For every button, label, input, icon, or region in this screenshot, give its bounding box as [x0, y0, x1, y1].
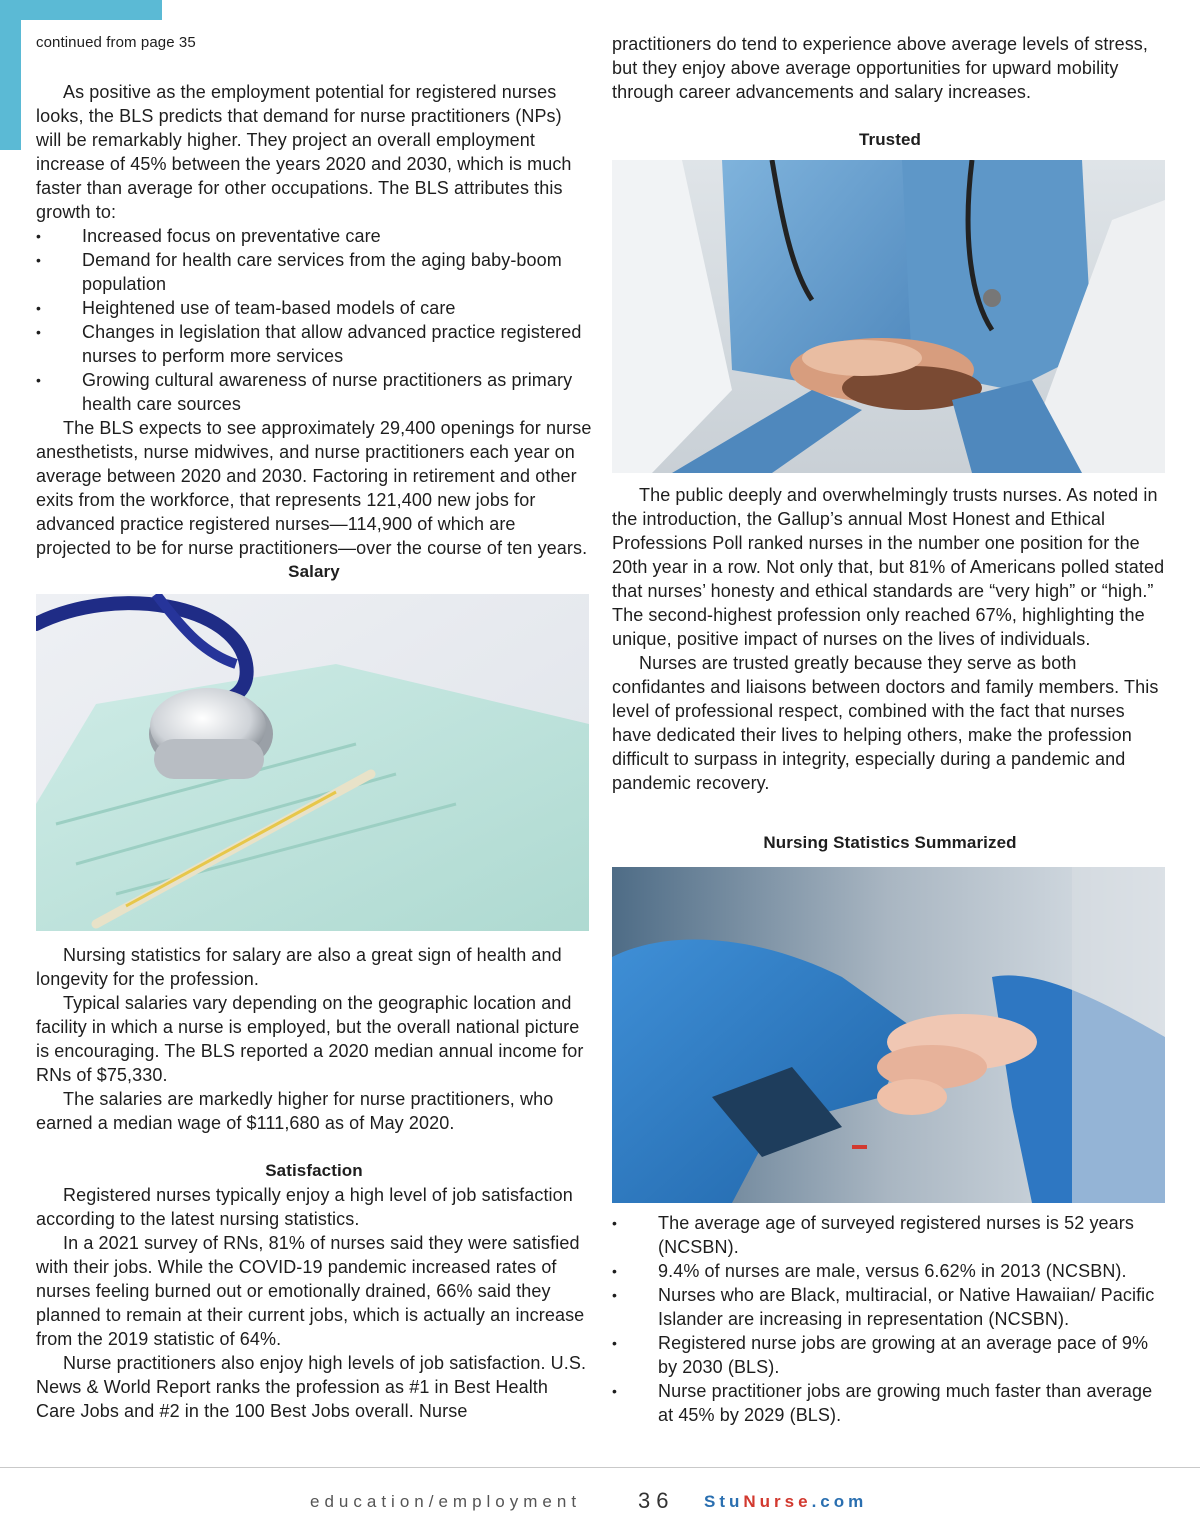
summary-heading: Nursing Statistics Summarized: [763, 833, 1017, 852]
intro-paragraph: As positive as the employment potential for registered nurses looks, the BLS predicts that demand for nurse practitioners (NPs) will be remarkably higher. They project an overall employment increase of 45% between the years 2020 and 2030, which is much faster than average for other occupations. The BLS attributes this growth to:: [36, 82, 572, 222]
page-footer: [0, 1488, 1200, 1518]
salary-paragraph: The salaries are markedly higher for nurse practitioners, who earned a median wage of $111,680 as of May 2020.: [36, 1089, 554, 1133]
salary-paragraph: Nursing statistics for salary are also a great sign of health and longevity for the profession.: [36, 945, 562, 989]
salary-heading: Salary: [288, 562, 340, 581]
accent-bar-top: [0, 0, 162, 20]
stethoscope-photo: [36, 594, 589, 931]
footer-divider: [0, 1467, 1200, 1468]
list-item: • Demand for health care services from the aging baby-boom population: [36, 248, 592, 296]
trusted-paragraph: Nurses are trusted greatly because they serve as both confidantes and liaisons between doctors and family members. This level of professional respect, combined with the fact that nurses have dedicated their lives to helping others, make the profession difficult to surpass in integrity, especially during a pandemic and pandemic recovery.: [612, 653, 1159, 793]
summary-list: [612, 1211, 1168, 1427]
team-hands-photo: [612, 160, 1165, 473]
salary-paragraph: Typical salaries vary depending on the geographic location and facility in which a nurse is employed, but the overall national picture is encouraging. The BLS reported a 2020 median annual income for RNs of $75,330.: [36, 993, 584, 1085]
accent-bar-side: [0, 0, 21, 150]
list-item: • Heightened use of team-based models of care: [36, 296, 592, 320]
satisfaction-paragraph: Nurse practitioners also enjoy high levels of job satisfaction. U.S. News & World Report ranks the profession as #1 in Best Health Care Jobs and #2 in the 100 Best Jobs overall. Nurse: [36, 1353, 587, 1421]
brand-com: .com: [811, 1492, 868, 1511]
brand-logo[interactable]: [704, 1492, 867, 1512]
list-item: • Registered nurse jobs are growing at an average pace of 9% by 2030 (BLS).: [612, 1331, 1168, 1379]
footer-section-label: education/employment: [310, 1492, 582, 1511]
satisfaction-heading: Satisfaction: [265, 1161, 363, 1180]
satisfaction-paragraph: Registered nurses typically enjoy a high level of job satisfaction according to the latest nursing statistics.: [36, 1185, 573, 1229]
trusted-paragraph: The public deeply and overwhelmingly trusts nurses. As noted in the introduction, the Gallup’s annual Most Honest and Ethical Professions Poll ranked nurses in the number one position for the 20th year in a row. Not only that, but 81% of Americans polled stated that nurses’ honesty and ethical standards are “very high” or “high.” The second-highest profession only reached 67%, highlighting the unique, positive impact of nurses on the lives of individuals.: [612, 485, 1165, 649]
list-item: • 9.4% of nurses are male, versus 6.62% in 2013 (NCSBN).: [612, 1259, 1168, 1283]
satisfaction-paragraph: In a 2021 survey of RNs, 81% of nurses said they were satisfied with their jobs. While the COVID-19 pandemic increased rates of nurses feeling burned out or emotionally drained, 66% said they planned to remain at their current jobs, which is actually an increase from the 2019 statistic of 64%.: [36, 1233, 585, 1349]
list-item: • Changes in legislation that allow advanced practice registered nurses to perform more services: [36, 320, 592, 368]
nurse-holding-hands-photo: [612, 867, 1165, 1203]
brand-nurse: Nurse: [743, 1492, 812, 1511]
list-item: • Increased focus on preventative care: [36, 224, 592, 248]
page-number: 36: [638, 1488, 675, 1513]
continued-note: continued from page 35: [36, 34, 196, 51]
list-item: • Growing cultural awareness of nurse practitioners as primary health care sources: [36, 368, 592, 416]
openings-paragraph: The BLS expects to see approximately 29,400 openings for nurse anesthetists, nurse midwives, and nurse practitioners each year on average between 2020 and 2030. Factoring in retirement and other exits from the workforce, that represents 121,400 new jobs for advanced practice registered nurses—114,900 of which are projected to be for nurse practitioners—over the course of ten years.: [36, 418, 592, 558]
list-item: • The average age of surveyed registered nurses is 52 years (NCSBN).: [612, 1211, 1168, 1259]
growth-factors-list: [36, 224, 592, 416]
continued-paragraph: practitioners do tend to experience above average levels of stress, but they enjoy above average opportunities for upward mobility through career advancements and salary increases.: [612, 34, 1149, 102]
list-item: • Nurses who are Black, multiracial, or Native Hawaiian/ Pacific Islander are increasing in representation (NCSBN).: [612, 1283, 1168, 1331]
left-column: [36, 32, 592, 1423]
brand-stu: Stu: [704, 1492, 744, 1511]
right-column: [612, 32, 1168, 1427]
trusted-heading: Trusted: [858, 130, 922, 149]
list-item: • Nurse practitioner jobs are growing much faster than average at 45% by 2029 (BLS).: [612, 1379, 1168, 1427]
